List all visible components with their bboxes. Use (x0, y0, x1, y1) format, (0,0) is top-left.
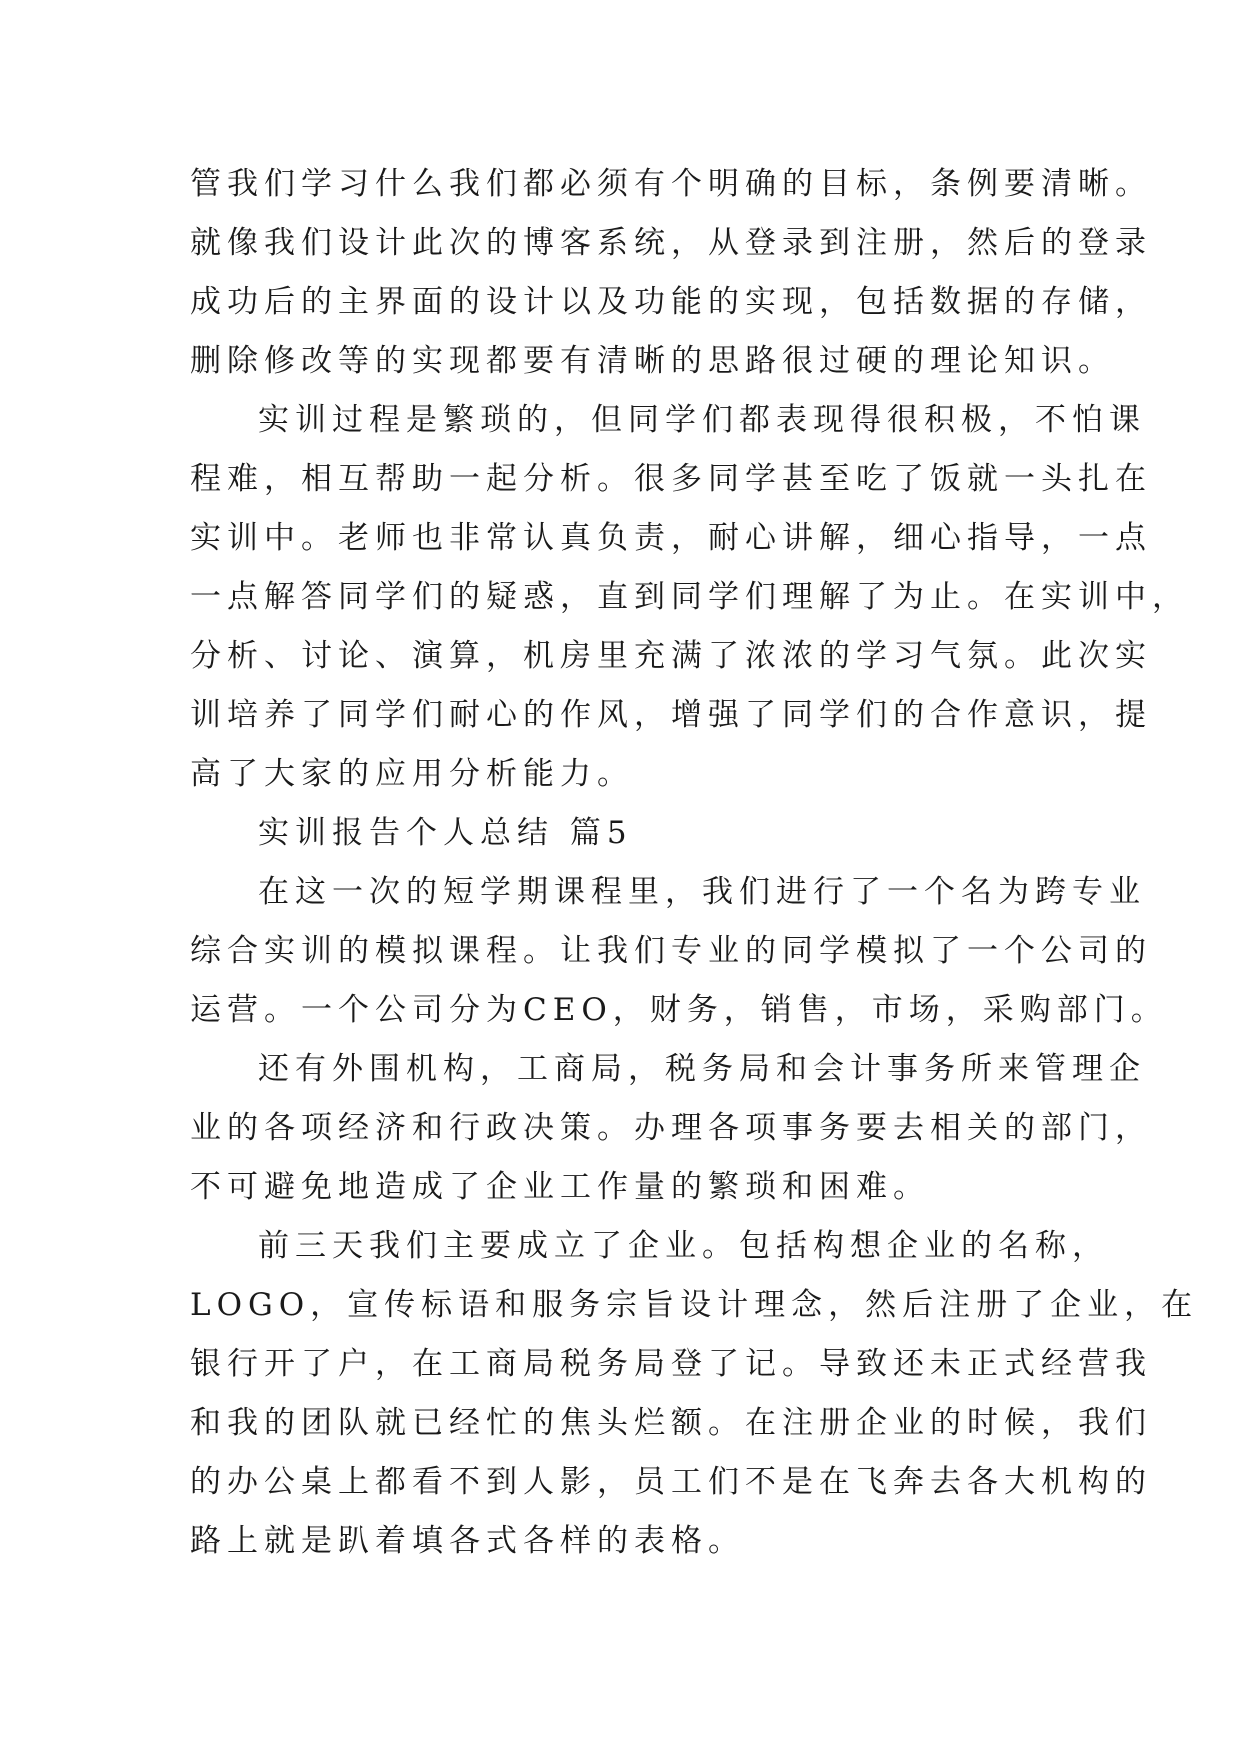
text-line: 高了大家的应用分析能力。 (190, 756, 634, 792)
text-line: 银行开了户，在工商局税务局登了记。导致还未正式经营我 (190, 1346, 1152, 1382)
text-line: 成功后的主界面的设计以及功能的实现，包括数据的存储， (190, 284, 1152, 320)
section-heading: 实训报告个人总结 篇5 (258, 815, 633, 851)
paragraph-first-line: 还有外围机构，工商局，税务局和会计事务所来管理企 (258, 1051, 1146, 1087)
text-line: 一点解答同学们的疑惑，直到同学们理解了为止。在实训中， (190, 579, 1189, 615)
paragraph-first-line: 前三天我们主要成立了企业。包括构想企业的名称， (258, 1228, 1109, 1264)
text-line: 训培养了同学们耐心的作风，增强了同学们的合作意识，提 (190, 697, 1152, 733)
text-line: 综合实训的模拟课程。让我们专业的同学模拟了一个公司的 (190, 933, 1152, 969)
paragraph-first-line: 在这一次的短学期课程里，我们进行了一个名为跨专业 (258, 874, 1146, 910)
text-line: 不可避免地造成了企业工作量的繁琐和困难。 (190, 1169, 930, 1205)
text-line: 删除修改等的实现都要有清晰的思路很过硬的理论知识。 (190, 343, 1115, 379)
paragraph-first-line: 实训过程是繁琐的，但同学们都表现得很积极，不怕课 (258, 402, 1146, 438)
text-line: 路上就是趴着填各式各样的表格。 (190, 1523, 745, 1559)
text-line: 实训中。老师也非常认真负责，耐心讲解，细心指导，一点 (190, 520, 1152, 556)
text-line: 运营。一个公司分为CEO，财务，销售，市场，采购部门。 (190, 992, 1168, 1028)
text-line: 和我的团队就已经忙的焦头烂额。在注册企业的时候，我们 (190, 1405, 1152, 1441)
text-line: 管我们学习什么我们都必须有个明确的目标，条例要清晰。 (190, 166, 1152, 202)
text-line: 程难，相互帮助一起分析。很多同学甚至吃了饭就一头扎在 (190, 461, 1152, 497)
text-line: 就像我们设计此次的博客系统，从登录到注册，然后的登录 (190, 225, 1152, 261)
text-line: 分析、讨论、演算，机房里充满了浓浓的学习气氛。此次实 (190, 638, 1152, 674)
text-line: 的办公桌上都看不到人影，员工们不是在飞奔去各大机构的 (190, 1464, 1152, 1500)
body-text (190, 155, 1199, 1571)
text-line: LOGO，宣传标语和服务宗旨设计理念，然后注册了企业，在 (190, 1287, 1199, 1323)
text-line: 业的各项经济和行政决策。办理各项事务要去相关的部门， (190, 1110, 1152, 1146)
